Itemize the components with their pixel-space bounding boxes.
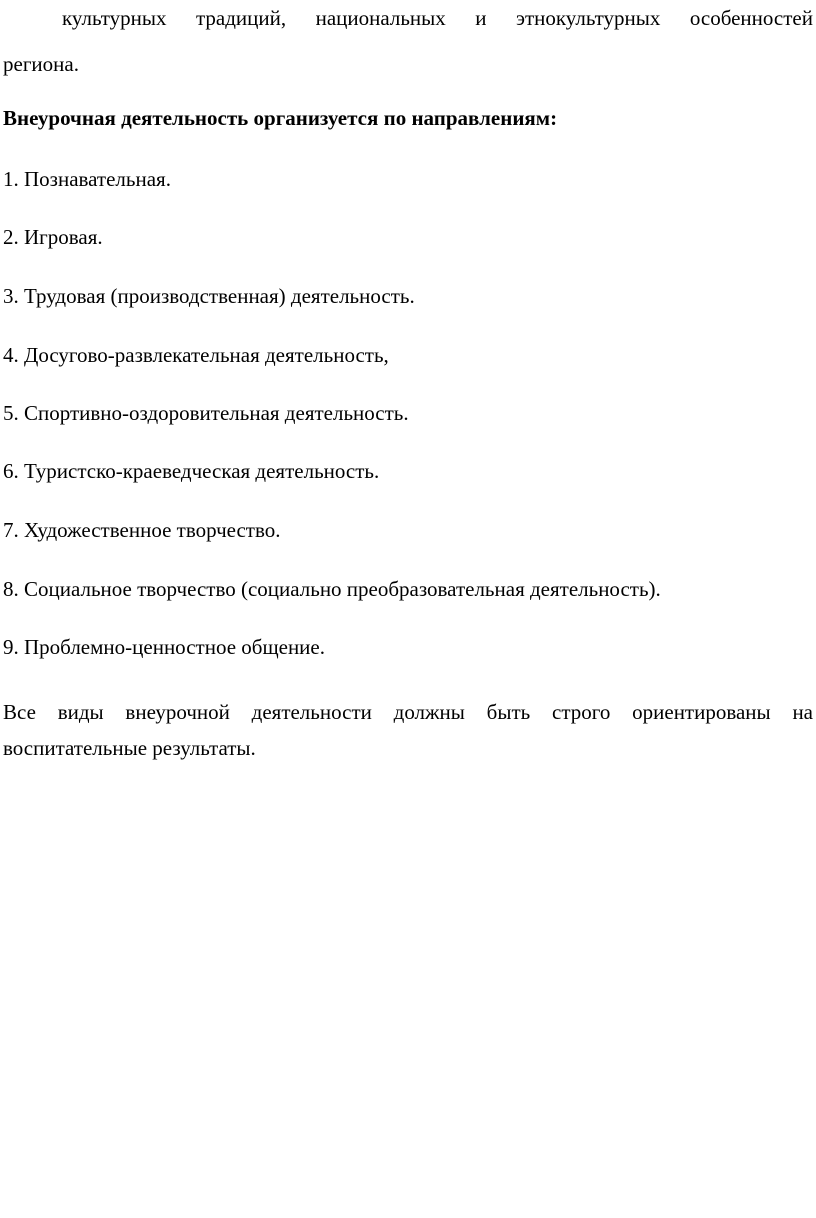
intro-paragraph [3, 4, 813, 78]
list-item-5: 5. Спортивно-оздоровительная деятельность. [3, 401, 409, 425]
conclusion-line-1: Все виды внеурочной деятельности должны быть строго ориентированы на [3, 700, 813, 724]
list-item-9: 9. Проблемно-ценностное общение. [3, 635, 325, 659]
conclusion-line-2: воспитательные результаты. [3, 736, 256, 760]
list-item-1: 1. Познавательная. [3, 167, 171, 191]
list-item-8: 8. Социальное творчество (социально преобразовательная деятельность). [3, 577, 661, 601]
list-item-4: 4. Досугово-развлекательная деятельность, [3, 343, 389, 367]
section-heading: Внеурочная деятельность организуется по направлениям: [3, 106, 558, 130]
intro-line-2: региона. [3, 52, 79, 76]
intro-line-1: культурных традиций, национальных и этнокультурных особенностей [62, 6, 813, 30]
list-item-6: 6. Туристско-краеведческая деятельность. [3, 459, 380, 483]
list-item-3: 3. Трудовая (производственная) деятельность. [3, 284, 415, 308]
conclusion-paragraph [3, 698, 813, 762]
list-item-7: 7. Художественное творчество. [3, 518, 281, 542]
list-item-2: 2. Игровая. [3, 225, 103, 249]
